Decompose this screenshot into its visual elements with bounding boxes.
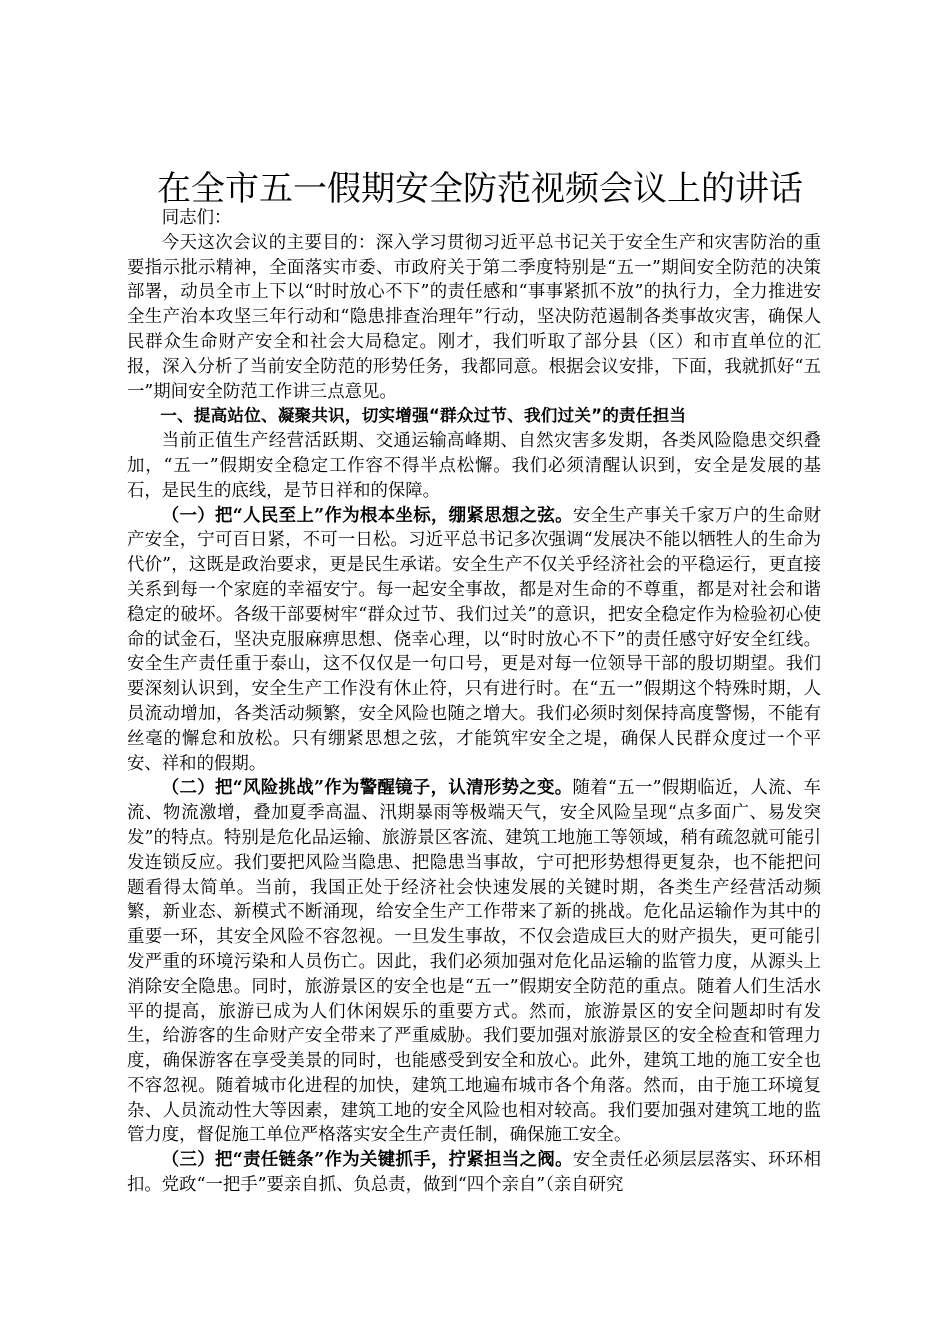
intro-paragraph: 今天这次会议的主要目的：深入学习贯彻习近平总书记关于安全生产和灾害防治的重要指示批示精神，全面落实市委、市政府关于第二季度特别是“五一”期间安全防范的决策部署，动员全市上下以“时时放心不下”的责任感和“事事紧抓不放”的执行力，全力推进安全生产治本攻坚三年行动和“隐患排查治理年”行动，坚决防范遏制各类事故灾害，确保人民群众生命财产安全和社会大局稳定。刚才，我们听取了部分县（区）和市直单位的汇报，深入分析了当前安全防范的形势任务，我都同意。根据会议安排，下面，我就抓好“五一”期间安全防范工作讲三点意见。 <box>127 232 821 402</box>
subsection-text-3: 安全责任必须层层落实、环环相扣。党政“一把手”要亲自抓、负总责，做到“四个亲自”（亲自研究 <box>127 1150 821 1196</box>
salutation: 同志们： <box>161 208 232 228</box>
subsection-lead-3: （三）把“责任链条”作为关键抓手，拧紧担当之阀。 <box>161 1150 573 1171</box>
document-body <box>127 206 821 1198</box>
subsection-lead-2: （二）把“风险挑战”作为警醒镜子，认清形势之变。 <box>161 778 573 799</box>
section-heading-1: 一、提高站位、凝聚共识，切实增强“群众过节、我们过关”的责任担当 <box>160 406 687 426</box>
subsection-lead-1: （一）把“人民至上”作为根本坐标，绷紧思想之弦。 <box>161 505 573 526</box>
section-intro-paragraph: 当前正值生产经营活跃期、交通运输高峰期、自然灾害多发期，各类风险隐患交织叠加，“五一”假期安全稳定工作容不得半点松懈。我们必须清醒认识到，安全是发展的基石，是民生的底线，是节日祥和的保障。 <box>127 431 821 501</box>
subsection-paragraph-3 <box>127 1148 821 1198</box>
subsection-paragraph-2 <box>127 776 821 1148</box>
subsection-paragraph-1 <box>127 504 821 777</box>
document-title: 在全市五一假期安全防范视频会议上的讲话 <box>157 169 803 209</box>
subsection-text-2: 随着“五一”假期临近，人流、车流、物流激增，叠加夏季高温、汛期暴雨等极端天气，安全风险呈现“点多面广、易发突发”的特点。特别是危化品运输、旅游景区客流、建筑工地施工等领域，稍有疏忽就可能引发连锁反应。我们要把风险当隐患、把隐患当事故，宁可把形势想得更复杂，也不能把问题看得太简单。当前，我国正处于经济社会快速发展的关键时期，各类生产经营活动频繁，新业态、新模式不断涌现，给安全生产工作带来了新的挑战。危化品运输作为其中的重要一环，其安全风险不容忽视。一旦发生事故，不仅会造成巨大的财产损失，更可能引发严重的环境污染和人员伤亡。因此，我们必须加强对危化品运输的监管力度，从源头上消除安全隐患。同时，旅游景区的安全也是“五一”假期安全防范的重点。随着人们生活水平的提高，旅游已成为人们休闲娱乐的重要方式。然而，旅游景区的安全问题却时有发生，给游客的生命财产安全带来了严重威胁。我们要加强对旅游景区的安全检查和管理力度，确保游客在享受美景的同时，也能感受到安全和放心。此外，建筑工地的施工安全也不容忽视。随着城市化进程的加快，建筑工地遍布城市各个角落。然而，由于施工环境复杂、人员流动性大等因素，建筑工地的安全风险也相对较高。我们要加强对建筑工地的监管力度，督促施工单位严格落实安全生产责任制，确保施工安全。 <box>127 778 821 1146</box>
subsection-text-1: 安全生产事关千家万户的生命财产安全，宁可百日紧，不可一日松。习近平总书记多次强调“发展决不能以牺牲人的生命为代价”，这既是政治要求，更是民生承诺。安全生产不仅关乎经济社会的平稳运行，更直接关系到每一个家庭的幸福安宁。每一起安全事故，都是对生命的不尊重，都是对社会和谐稳定的破坏。各级干部要树牢“群众过节、我们过关”的意识，把安全稳定作为检验初心使命的试金石，坚决克服麻痹思想、侥幸心理，以“时时放心不下”的责任感守好安全红线。安全生产责任重于泰山，这不仅仅是一句口号，更是对每一位领导干部的殷切期望。我们要深刻认识到，安全生产工作没有休止符，只有进行时。在“五一”假期这个特殊时期，人员流动增加，各类活动频繁，安全风险也随之增大。我们必须时刻保持高度警惕，不能有丝毫的懈怠和放松。只有绷紧思想之弦，才能筑牢安全之堤，确保人民群众度过一个平安、祥和的假期。 <box>127 505 821 774</box>
